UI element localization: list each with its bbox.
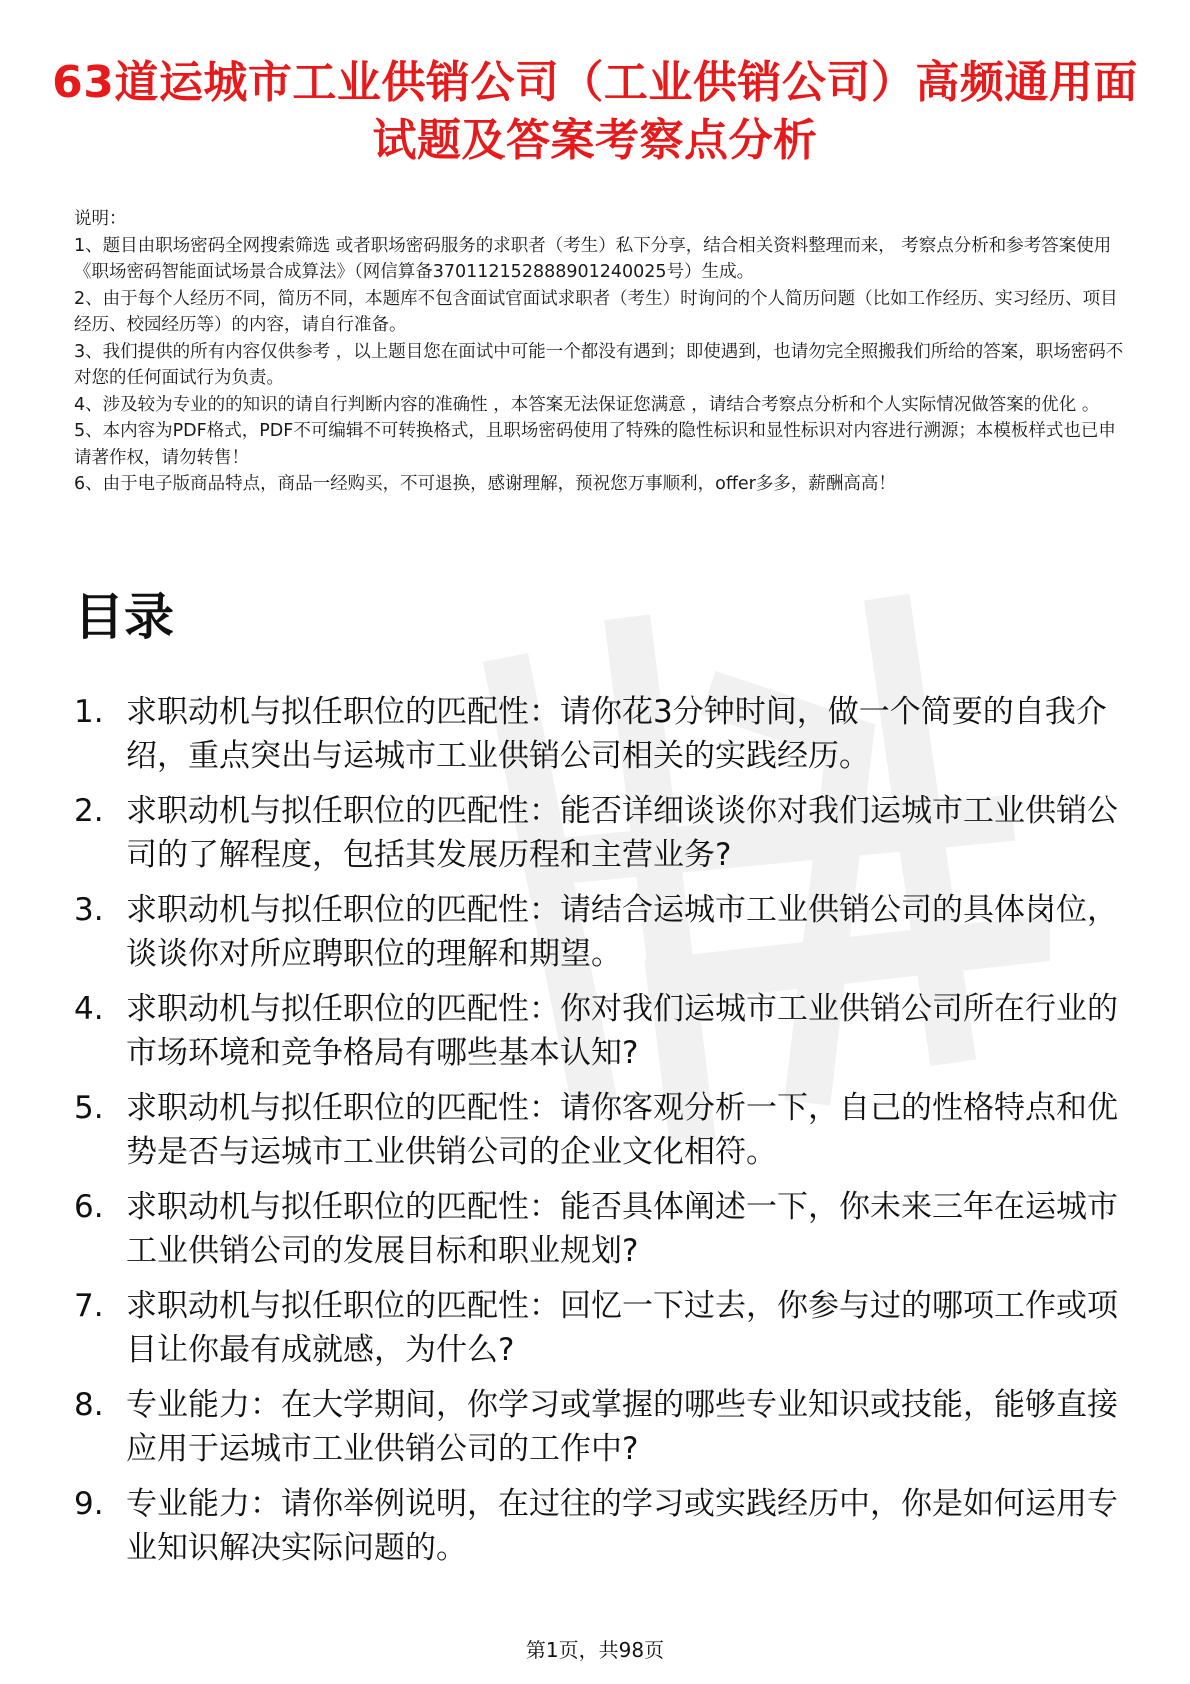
toc-item-number: 2. [74,793,104,829]
toc-item-number: 9. [74,1486,104,1522]
toc-item-number: 8. [74,1387,104,1423]
toc-list [74,690,1134,1581]
toc-item-number: 5. [74,1090,104,1126]
toc-item-number: 6. [74,1189,104,1225]
toc-item-text: 求职动机与拟任职位的匹配性：请结合运城市工业供销公司的具体岗位，谈谈你对所应聘职位的理解和期望。 [126,892,1118,972]
toc-item[interactable] [74,789,1134,877]
notes-heading: 说明： [74,209,127,229]
note-item: 5、本内容为PDF格式，PDF不可编辑不可转换格式，且职场密码使用了特殊的隐性标识和显性标识对内容进行溯源；本模板样式也已申请著作权，请勿转售！ [74,421,1116,468]
toc-item[interactable] [74,1086,1134,1174]
toc-item[interactable] [74,690,1134,778]
note-item: 2、由于每个人经历不同，简历不同，本题库不包含面试官面试求职者（考生）时询问的个人简历问题（比如工作经历、实习经历、项目经历、校园经历等）的内容，请自行准备。 [74,288,1118,335]
toc-item-text: 专业能力：在大学期间，你学习或掌握的哪些专业知识或技能，能够直接应用于运城市工业供销公司的工作中? [126,1387,1118,1467]
note-item: 6、由于电子版商品特点，商品一经购买，不可退换，感谢理解，预祝您万事顺利，offer多多，薪酬高高！ [74,474,896,494]
toc-item[interactable] [74,1482,1134,1570]
document-title: 63道运城市工业供销公司（工业供销公司）高频通用面试题及答案考察点分析 [52,57,1138,166]
toc-item-text: 求职动机与拟任职位的匹配性：你对我们运城市工业供销公司所在行业的市场环境和竞争格局有哪些基本认知? [126,991,1118,1071]
toc-item[interactable] [74,1383,1134,1471]
toc-item-text: 求职动机与拟任职位的匹配性：能否详细谈谈你对我们运城市工业供销公司的了解程度，包括其发展历程和主营业务? [126,793,1118,873]
toc-heading: 目录 [74,588,174,646]
note-item: 1、题目由职场密码全网搜索筛选 或者职场密码服务的求职者（考生）私下分享，结合相关资料整理而来， 考察点分析和参考答案使用《职场密码智能面试场景合成算法》（网信算备370112152888901240025号）生成。 [74,235,1112,282]
toc-item-text: 求职动机与拟任职位的匹配性：回忆一下过去，你参与过的哪项工作或项目让你最有成就感，为什么? [126,1288,1118,1368]
toc-item-text: 求职动机与拟任职位的匹配性：请你花3分钟时间，做一个简要的自我介绍，重点突出与运城市工业供销公司相关的实践经历。 [126,694,1107,774]
toc-item-number: 3. [74,892,104,928]
toc-item-text: 求职动机与拟任职位的匹配性：请你客观分析一下，自己的性格特点和优势是否与运城市工业供销公司的企业文化相符。 [126,1090,1118,1170]
toc-item[interactable] [74,987,1134,1075]
toc-item-number: 7. [74,1288,104,1324]
toc-item[interactable] [74,1284,1134,1372]
toc-item-text: 求职动机与拟任职位的匹配性：能否具体阐述一下，你未来三年在运城市工业供销公司的发展目标和职业规划? [126,1189,1118,1269]
toc-item-text: 专业能力：请你举例说明，在过往的学习或实践经历中，你是如何运用专业知识解决实际问题的。 [126,1486,1118,1566]
note-item: 3、我们提供的所有内容仅供参考 ，以上题目您在面试中可能一个都没有遇到；即使遇到，也请勿完全照搬我们所给的答案，职场密码不对您的任何面试行为负责。 [74,341,1124,388]
note-item: 4、涉及较为专业的的知识的请自行判断内容的准确性 ，本答案无法保证您满意 ，请结合考察点分析和个人实际情况做答案的优化 。 [74,394,1100,415]
notes-section [74,206,1124,498]
toc-item-number: 4. [74,991,104,1027]
toc-item-number: 1. [74,694,104,730]
page-number: 第1页，共98页 [525,1638,665,1662]
toc-item[interactable] [74,1185,1134,1273]
toc-item[interactable] [74,888,1134,976]
